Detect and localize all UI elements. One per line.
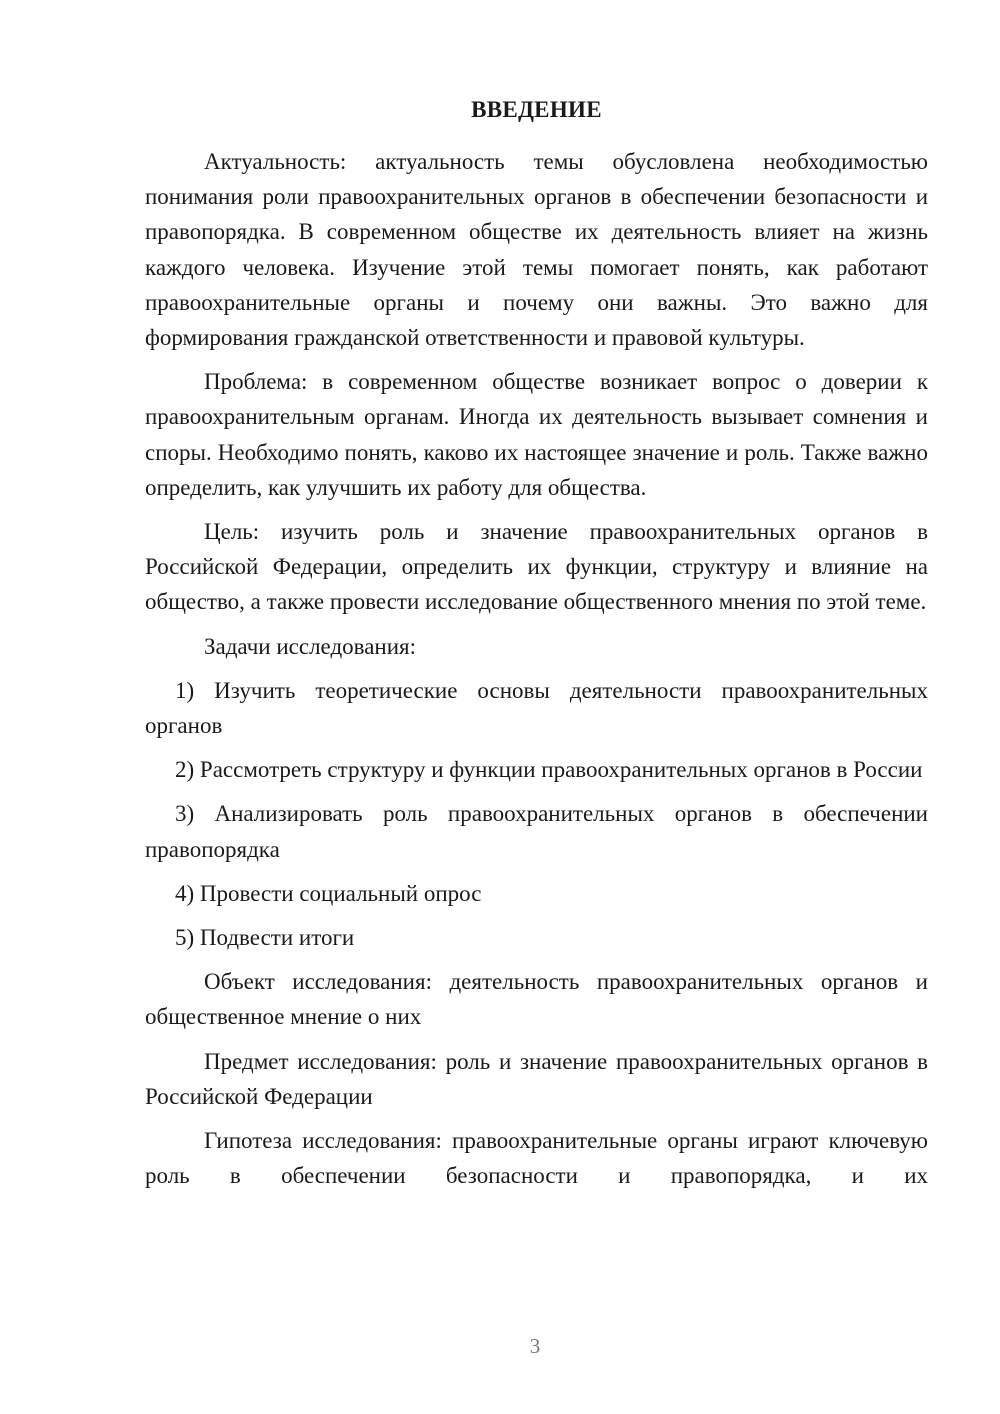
paragraph-tasks-heading: Задачи исследования: <box>204 633 417 659</box>
task-item-2: 2) Рассмотреть структуру и функции правоохранительных органов в России <box>175 757 923 783</box>
task-item-5: 5) Подвести итоги <box>175 925 355 951</box>
task-item-3: 3) Анализировать роль правоохранительных органов в обеспечении правопорядка <box>145 801 928 862</box>
page-number: 3 <box>529 1334 541 1358</box>
page-title: ВВЕДЕНИЕ <box>471 97 602 122</box>
task-item-4: 4) Провести социальный опрос <box>175 880 482 906</box>
paragraph-hypothesis: Гипотеза исследования: правоохранительные органы играют ключевую роль в обеспечении безопасности и правопорядка, и их <box>145 1128 928 1189</box>
paragraph-subject: Предмет исследования: роль и значение правоохранительных органов в Российской Федерации <box>145 1048 928 1109</box>
paragraph-object: Объект исследования: деятельность правоохранительных органов и общественное мнение о них <box>145 969 928 1030</box>
paragraph-goal: Цель: изучить роль и значение правоохранительных органов в Российской Федерации, определить их функции, структуру и влияние на общество, а также провести исследование общественного мнения по этой теме. <box>145 519 928 615</box>
paragraph-relevance: Актуальность: актуальность темы обусловлена необходимостью понимания роли правоохранительных органов в обеспечении безопасности и правопорядка. В современном обществе их деятельность влияет на жизнь каждого человека. Изучение этой темы помогает понять, как работают правоохранительные органы и почему они важны. Это важно для формирования гражданской ответственности и правовой культуры. <box>145 149 928 351</box>
page-content <box>145 92 928 1202</box>
paragraph-problem: Проблема: в современном обществе возникает вопрос о доверии к правоохранительным органам. Иногда их деятельность вызывает сомнения и споры. Необходимо понять, каково их настоящее значение и роль. Также важно определить, как улучшить их работу для общества. <box>145 369 928 500</box>
task-item-1: 1) Изучить теоретические основы деятельности правоохранительных органов <box>145 677 928 739</box>
